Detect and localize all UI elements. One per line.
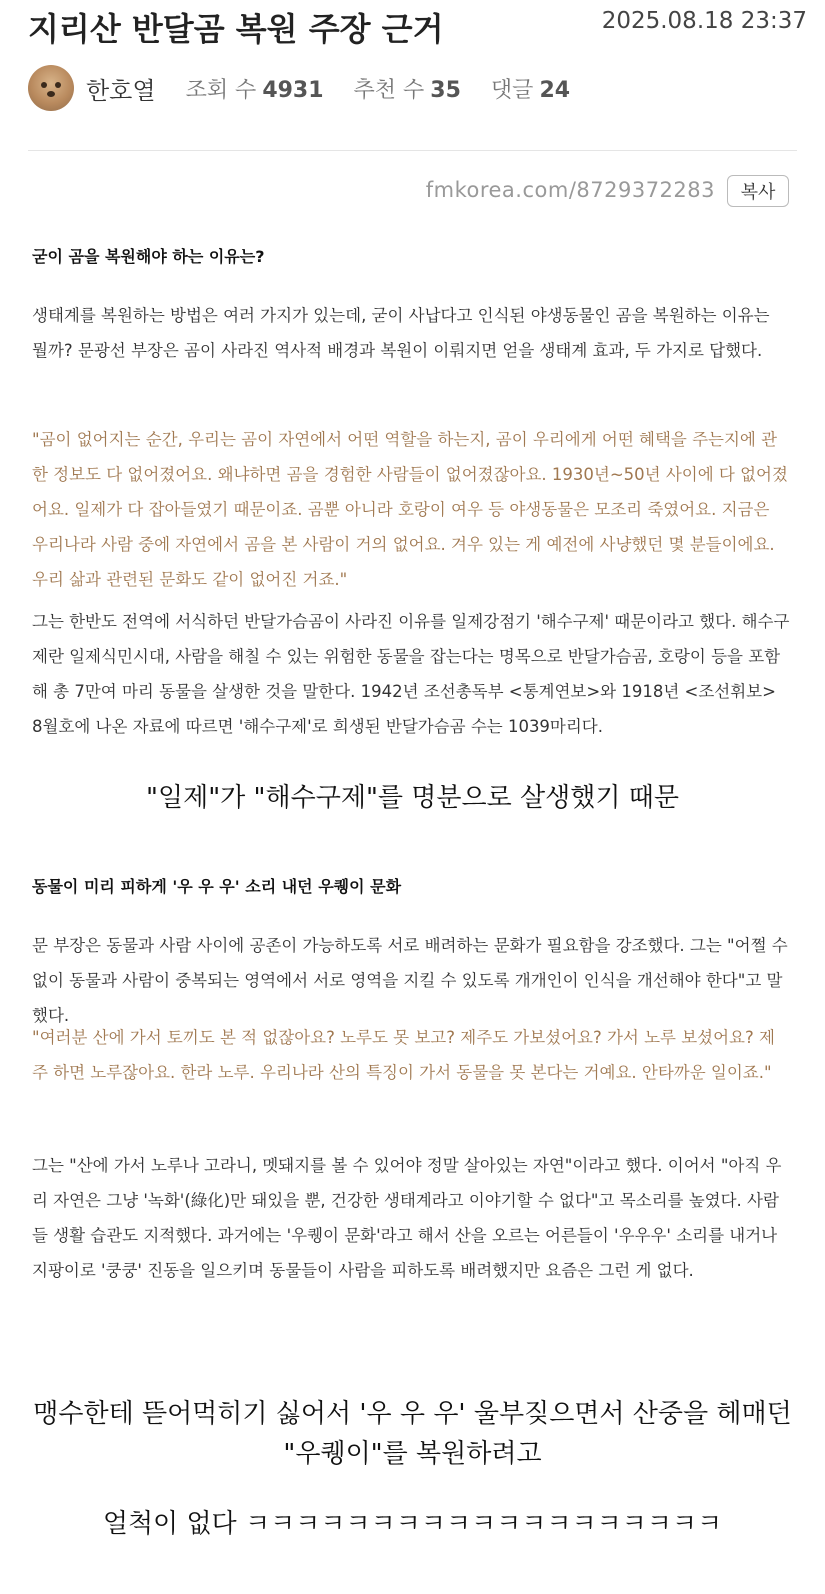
avatar-eye-icon bbox=[41, 82, 47, 88]
avatar-nose-icon bbox=[47, 91, 55, 97]
section-heading-2: 동물이 미리 피하게 '우 우 우' 소리 내던 우퀭이 문화 bbox=[32, 877, 402, 896]
post-url[interactable]: fmkorea.com/8729372283 bbox=[425, 178, 715, 202]
comment-count[interactable] bbox=[491, 73, 570, 104]
caption-2 bbox=[0, 1394, 825, 1474]
like-count bbox=[354, 73, 461, 104]
article-paragraph-4: 그는 "산에 가서 노루나 고라니, 멧돼지를 볼 수 있어야 정말 살아있는 자연"이라고 했다. 이어서 "아직 우리 자연은 그냥 '녹화'(綠化)만 돼있을 뿐, 건강한 생태계라고 이야기할 수 없다"고 목소리를 높였다. 사람들 생활 습관도 지적했다. 과거에는 '우퀭이 문화'라고 해서 산을 오르는 어른들이 '우우우' 소리를 내거나 지팡이로 '쿵쿵' 진동을 일으키며 동물들이 사람을 피하도록 배려했지만 요즘은 그런 게 없다. bbox=[32, 1156, 782, 1280]
caption-2-line-2: "우퀭이"를 복원하려고 bbox=[283, 1439, 542, 1469]
caption-1: "일제"가 "해수구제"를 명분으로 살생했기 때문 bbox=[146, 783, 679, 813]
view-count-value: 4931 bbox=[262, 77, 324, 103]
article-paragraph-1: 생태계를 복원하는 방법은 여러 가지가 있는데, 굳이 사납다고 인식된 야생동물인 곰을 복원하는 이유는 뭘까? 문광선 부장은 곰이 사라진 역사적 배경과 복원이 이뤄지면 얻을 생태계 효과, 두 가지로 답했다. bbox=[32, 306, 770, 360]
author-name[interactable]: 한호열 bbox=[86, 76, 156, 105]
view-count bbox=[186, 73, 324, 104]
post-meta bbox=[28, 62, 570, 114]
post-title: 지리산 반달곰 복원 주장 근거 bbox=[28, 10, 444, 48]
copy-url-button[interactable]: 복사 bbox=[727, 175, 789, 207]
avatar-eye-icon bbox=[55, 82, 61, 88]
section-heading-1: 굳이 곰을 복원해야 하는 이유는? bbox=[32, 247, 265, 266]
article-paragraph-3: 문 부장은 동물과 사람 사이에 공존이 가능하도록 서로 배려하는 문화가 필요함을 강조했다. 그는 "어쩔 수없이 동물과 사람이 중복되는 영역에서 서로 영역을 지킬 수 있도록 개개인이 인식을 개선해야 한다"고 말했다. bbox=[32, 936, 788, 1025]
view-count-label: 조회 수 bbox=[185, 77, 257, 103]
quote-block-1: "곰이 없어지는 순간, 우리는 곰이 자연에서 어떤 역할을 하는지, 곰이 우리에게 어떤 혜택을 주는지에 관한 정보도 다 없어졌어요. 왜냐하면 곰을 경험한 사람들이 없어졌잖아요. 1930년~50년 사이에 다 없어졌어요. 일제가 다 잡아들였기 때문이죠. 곰뿐 아니라 호랑이 여우 등 야생동물은 모조리 죽였어요. 지금은 우리나라 사람 중에 자연에서 곰을 본 사람이 거의 없어요. 겨우 있는 게 예전에 사냥했던 몇 분들이에요. 우리 삶과 관련된 문화도 같이 없어진 거죠." bbox=[32, 430, 788, 589]
caption-2-line-1: 맹수한테 뜯어먹히기 싫어서 '우 우 우' 울부짖으면서 산중을 헤매던 bbox=[33, 1399, 792, 1429]
like-count-label: 추천 수 bbox=[353, 77, 425, 103]
avatar[interactable] bbox=[28, 65, 74, 111]
comment-count-value: 24 bbox=[539, 77, 571, 103]
like-count-value: 35 bbox=[430, 77, 461, 103]
comment-count-label: 댓글 bbox=[490, 77, 534, 103]
header-divider bbox=[28, 150, 797, 151]
article-paragraph-2: 그는 한반도 전역에 서식하던 반달가슴곰이 사라진 이유를 일제강점기 '해수구제' 때문이라고 했다. 해수구제란 일제식민시대, 사람을 해칠 수 있는 위험한 동물을 잡는다는 명목으로 반달가슴곰, 호랑이 등을 포함해 총 7만여 마리 동물을 살생한 것을 말한다. 1942년 조선총독부 <통계연보>와 1918년 <조선휘보> 8월호에 나온 자료에 따르면 '해수구제'로 희생된 반달가슴곰 수는 1039마리다. bbox=[32, 612, 790, 736]
post-datetime: 2025.08.18 23:37 bbox=[601, 8, 807, 34]
quote-block-2: "여러분 산에 가서 토끼도 본 적 없잖아요? 노루도 못 보고? 제주도 가보셨어요? 가서 노루 보셨어요? 제주 하면 노루잖아요. 한라 노루. 우리나라 산의 특징이 가서 동물을 못 본다는 거예요. 안타까운 일이죠." bbox=[32, 1028, 775, 1082]
caption-3: 얼척이 없다 ㅋㅋㅋㅋㅋㅋㅋㅋㅋㅋㅋㅋㅋㅋㅋㅋㅋㅋㅋ bbox=[102, 1509, 723, 1539]
